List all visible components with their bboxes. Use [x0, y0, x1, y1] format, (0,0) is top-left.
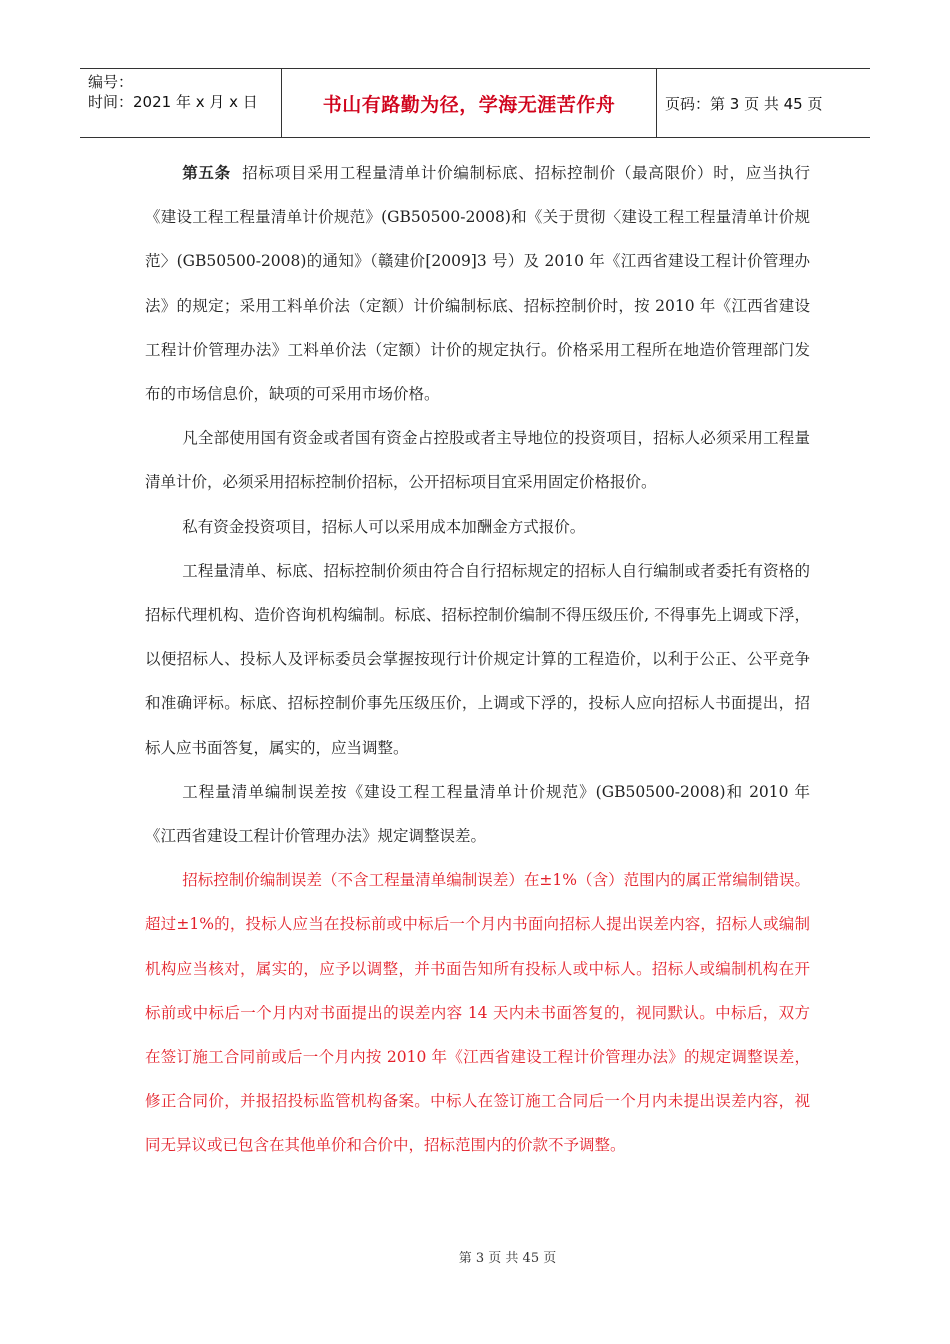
article-label: 第五条: [182, 163, 231, 182]
document-body: [145, 151, 810, 1168]
page-footer: 第 3 页 共 45 页: [458, 1251, 557, 1266]
paragraph-1: [145, 151, 810, 416]
header-meta: [80, 69, 282, 137]
page-header: [80, 68, 870, 138]
paragraph-5: 工程量清单编制误差按《建设工程工程量清单计价规范》(GB50500-2008)和 2010 年《江西省建设工程计价管理办法》规定调整误差。: [145, 782, 810, 846]
header-page-info: 页码：第 3 页 共 45 页: [665, 94, 823, 113]
paragraph-3: 私有资金投资项目，招标人可以采用成本加酬金方式报价。: [182, 517, 586, 536]
document-number: 编号：: [88, 73, 134, 91]
paragraph-2: 凡全部使用国有资金或者国有资金占控股或者主导地位的投资项目，招标人必须采用工程量清单计价，必须采用招标控制价招标，公开招标项目宜采用固定价格报价。: [145, 429, 810, 492]
paragraph-6-highlight: 招标控制价编制误差（不含工程量清单编制误差）在±1%（含）范围内的属正常编制错误。超过±1%的，投标人应当在投标前或中标后一个月内书面向招标人提出误差内容，招标人或编制机构应当核对，属实的，应予以调整，并书面告知所有投标人或中标人。招标人或编制机构在开标前或中标后一个月内对书面提出的误差内容 14 天内未书面答复的，视同默认。中标后，双方在签订施工合同前或后一个月内按 2010 年《江西省建设工程计价管理办法》的规定调整误差，修正合同价，并报招投标监管机构备案。中标人在签订施工合同后一个月内未提出误差内容，视同无异议或已包含在其他单价和合价中，招标范围内的价款不予调整。: [145, 871, 810, 1155]
header-motto: 书山有路勤为径，学海无涯苦作舟: [282, 69, 657, 137]
paragraph-4: 工程量清单、标底、招标控制价须由符合自行招标规定的招标人自行编制或者委托有资格的招标代理机构、造价咨询机构编制。标底、招标控制价编制不得压级压价, 不得事先上调或下浮，以便招标人、投标人及评标委员会掌握按现行计价规定计算的工程造价，以利于公正、公平竞争和准确评标。标底、招标控制价事先压级压价，上调或下浮的，投标人应向招标人书面提出，招标人应书面答复，属实的，应当调整。: [145, 561, 810, 757]
document-date: 时间：2021 年 x 月 x 日: [88, 93, 258, 111]
paragraph-1-text: 招标项目采用工程量清单计价编制标底、招标控制价（最高限价）时，应当执行《建设工程工程量清单计价规范》(GB50500-2008)和《关于贯彻〈建设工程工程量清单计价规范〉(GB50500-2008)的通知》（赣建价[2009]3 号）及 2010 年《江西省建设工程计价管理办法》的规定；采用工料单价法（定额）计价编制标底、招标控制价时，按 2010 年《江西省建设工程计价管理办法》工料单价法（定额）计价的规定执行。价格采用工程所在地造价管理部门发布的市场信息价，缺项的可采用市场价格。: [145, 164, 810, 404]
